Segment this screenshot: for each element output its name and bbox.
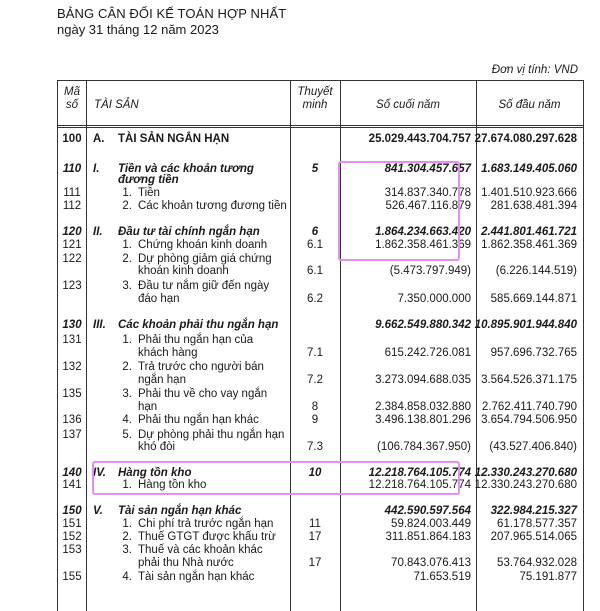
balance-sheet-table: [57, 80, 584, 611]
row-start-of-year-value: 3.654.794.506.950: [481, 414, 577, 426]
row-code: 150: [62, 505, 82, 517]
row-end-of-year-value: 314.837.340.778: [384, 187, 471, 199]
row-note: 10: [308, 467, 322, 479]
row-label: Chi phí trả trước ngắn hạn: [138, 518, 274, 530]
row-start-of-year-value: 207.965.514.065: [490, 531, 577, 543]
header-assets: TÀI SẢN: [94, 99, 139, 111]
row-label: Đầu tư tài chính ngắn hạn: [118, 226, 260, 238]
row-end-of-year-value: 3.496.138.801.296: [375, 414, 471, 426]
row-label: khoán kinh doanh: [138, 265, 229, 277]
row-start-of-year-value: (43.527.406.840): [489, 441, 577, 453]
row-code: 131: [62, 334, 82, 346]
row-note: 7.1: [307, 347, 323, 359]
row-label: đương tiền: [118, 174, 179, 186]
row-note: 7.2: [307, 374, 323, 386]
row-label: hạn: [138, 401, 158, 413]
row-code: 120: [62, 226, 82, 238]
row-code: 135: [62, 388, 82, 400]
row-start-of-year-value: 1.862.358.461.369: [481, 239, 577, 251]
row-item-index: 2.: [122, 531, 132, 543]
row-item-index: 4.: [122, 571, 132, 583]
row-start-of-year-value: 53.764.932.028: [497, 557, 577, 569]
header-note: minh: [302, 99, 328, 111]
row-label: Thuế và các khoản khác: [138, 544, 263, 556]
row-note: 5: [311, 163, 319, 175]
row-start-of-year-value: 281.638.481.394: [490, 200, 577, 212]
row-start-of-year-value: 1.683.149.405.060: [481, 163, 577, 175]
row-label: khó đòi: [138, 441, 176, 453]
row-item-index: 2.: [122, 253, 132, 265]
row-label: Chứng khoán kinh doanh: [138, 239, 268, 251]
row-item-index: 3.: [122, 544, 132, 556]
row-code: 110: [62, 163, 82, 175]
row-code: 112: [62, 200, 82, 212]
row-end-of-year-value: 841.304.457.657: [384, 163, 471, 175]
row-start-of-year-value: 957.696.732.765: [490, 347, 577, 359]
row-code: 123: [62, 280, 82, 292]
header-code: số: [65, 99, 79, 111]
row-code: 132: [62, 361, 82, 373]
row-label: Tiền và các khoản tương: [118, 163, 254, 175]
row-section-index: IV.: [93, 467, 107, 479]
row-item-index: 4.: [122, 414, 132, 426]
row-note: 8: [311, 401, 319, 413]
header-code: Mã: [64, 86, 80, 98]
row-start-of-year-value: 322.984.215.327: [490, 505, 577, 517]
row-label: ngắn hạn: [138, 374, 186, 386]
row-item-index: 3.: [122, 280, 132, 292]
row-note: 11: [309, 518, 321, 530]
row-section-index: V.: [93, 505, 103, 517]
row-label: Phải thu ngắn hạn của: [138, 334, 254, 346]
row-label: Trả trước cho người bán: [138, 361, 264, 373]
row-end-of-year-value: 442.590.597.564: [384, 505, 471, 517]
row-note: 17: [308, 557, 322, 569]
row-code: 140: [62, 467, 82, 479]
row-item-index: 1.: [122, 334, 132, 346]
row-label: Phải thu ngắn hạn khác: [138, 414, 259, 426]
row-start-of-year-value: 2.441.801.461.721: [481, 226, 577, 238]
row-end-of-year-value: (106.784.367.950): [377, 441, 471, 453]
row-label: TÀI SẢN NGẮN HẠN: [118, 133, 230, 145]
row-end-of-year-value: 7.350.000.000: [397, 293, 471, 305]
row-end-of-year-value: 1.864.234.663.420: [375, 226, 471, 238]
row-label: Hàng tồn kho: [138, 479, 207, 491]
row-code: 141: [62, 479, 82, 491]
row-note: 6.2: [307, 293, 323, 305]
row-label: Đầu tư nắm giữ đến ngày: [138, 280, 270, 292]
row-start-of-year-value: 27.674.080.297.628: [474, 133, 577, 145]
row-label: Các khoản phải thu ngắn hạn: [118, 319, 279, 331]
report-date: ngày 31 tháng 12 năm 2023: [57, 22, 219, 37]
row-label: Các khoản tương đương tiền: [138, 200, 287, 212]
report-title: BẢNG CÂN ĐỐI KẾ TOÁN HỢP NHẤT: [57, 6, 287, 21]
row-code: 152: [62, 531, 82, 543]
row-end-of-year-value: 12.218.764.105.774: [368, 467, 471, 479]
highlight-cash-and-investments: [338, 161, 460, 261]
row-label: Hàng tồn kho: [118, 467, 192, 479]
row-item-index: 1.: [122, 187, 132, 199]
row-note: 9: [311, 414, 319, 426]
row-end-of-year-value: 526.467.116.879: [385, 200, 471, 212]
row-label: Tiền: [138, 187, 160, 199]
row-note: 6.1: [307, 239, 323, 251]
row-end-of-year-value: 70.843.076.413: [391, 557, 471, 569]
row-item-index: 1.: [122, 518, 132, 530]
row-label: phải thu Nhà nước: [138, 557, 234, 569]
row-start-of-year-value: 2.762.411.740.790: [481, 401, 577, 413]
row-note: 6.1: [307, 265, 323, 277]
currency-unit: Đơn vị tính: VND: [491, 64, 578, 76]
row-note: 6: [311, 226, 319, 238]
row-section-index: III.: [93, 319, 106, 331]
row-code: 155: [62, 571, 82, 583]
row-end-of-year-value: 71.653.519: [413, 571, 471, 583]
row-section-index: II.: [93, 226, 103, 238]
highlight-inventory: [92, 461, 460, 495]
row-label: Tài sản ngắn hạn khác: [118, 505, 242, 517]
row-end-of-year-value: 2.384.858.032.880: [375, 401, 471, 413]
row-item-index: 1.: [122, 239, 132, 251]
row-start-of-year-value: 10.895.901.944.840: [474, 319, 577, 331]
row-start-of-year-value: 1.401.510.923.666: [481, 187, 577, 199]
row-start-of-year-value: (6.226.144.519): [495, 265, 577, 277]
row-item-index: 1.: [122, 479, 132, 491]
row-label: đáo hạn: [138, 293, 180, 305]
row-item-index: 3.: [122, 388, 132, 400]
row-code: 121: [62, 239, 82, 251]
row-label: Tài sản ngắn hạn khác: [138, 571, 255, 583]
header-start-of-year: Số đầu năm: [498, 99, 561, 111]
row-end-of-year-value: 311.851.864.183: [385, 531, 471, 543]
row-code: 151: [62, 518, 82, 530]
row-code: 130: [62, 319, 82, 331]
row-item-index: 5.: [122, 429, 132, 441]
row-code: 137: [62, 429, 82, 441]
row-start-of-year-value: 12.330.243.270.680: [474, 467, 577, 479]
row-code: 136: [62, 414, 82, 426]
row-start-of-year-value: 12.330.243.270.680: [474, 479, 577, 491]
row-code: 100: [62, 133, 82, 145]
row-label: Dự phòng phải thu ngắn hạn: [138, 429, 285, 441]
row-start-of-year-value: 3.564.526.371.175: [481, 374, 577, 386]
row-note: 7.3: [307, 441, 323, 453]
header-note: Thuyết: [297, 86, 333, 98]
row-end-of-year-value: 1.862.358.461.369: [375, 239, 471, 251]
row-end-of-year-value: 25.029.443.704.757: [368, 133, 471, 145]
row-note: 17: [308, 531, 322, 543]
row-section-index: I.: [93, 163, 100, 175]
row-end-of-year-value: 615.242.726.081: [384, 347, 471, 359]
row-end-of-year-value: 3.273.094.688.035: [375, 374, 471, 386]
row-code: 111: [63, 187, 81, 199]
row-start-of-year-value: 61.178.577.357: [497, 518, 577, 530]
row-end-of-year-value: 9.662.549.880.342: [375, 319, 471, 331]
row-start-of-year-value: 75.191.877: [519, 571, 577, 583]
row-label: Phải thu về cho vay ngắn: [138, 388, 268, 400]
row-item-index: 2.: [122, 200, 132, 212]
row-end-of-year-value: 59.824.003.449: [391, 518, 471, 530]
row-code: 153: [62, 544, 82, 556]
row-label: Thuế GTGT được khấu trừ: [138, 531, 276, 543]
row-label: khách hàng: [138, 347, 198, 359]
row-end-of-year-value: 12.218.764.105.774: [368, 479, 471, 491]
row-label: Dự phòng giảm giá chứng: [138, 253, 272, 265]
row-end-of-year-value: (5.473.797.949): [389, 265, 471, 277]
row-item-index: 2.: [122, 361, 132, 373]
header-end-of-year: Số cuối năm: [376, 99, 440, 111]
row-start-of-year-value: 585.669.144.871: [490, 293, 577, 305]
row-code: 122: [62, 253, 82, 265]
row-section-index: A.: [93, 133, 105, 145]
